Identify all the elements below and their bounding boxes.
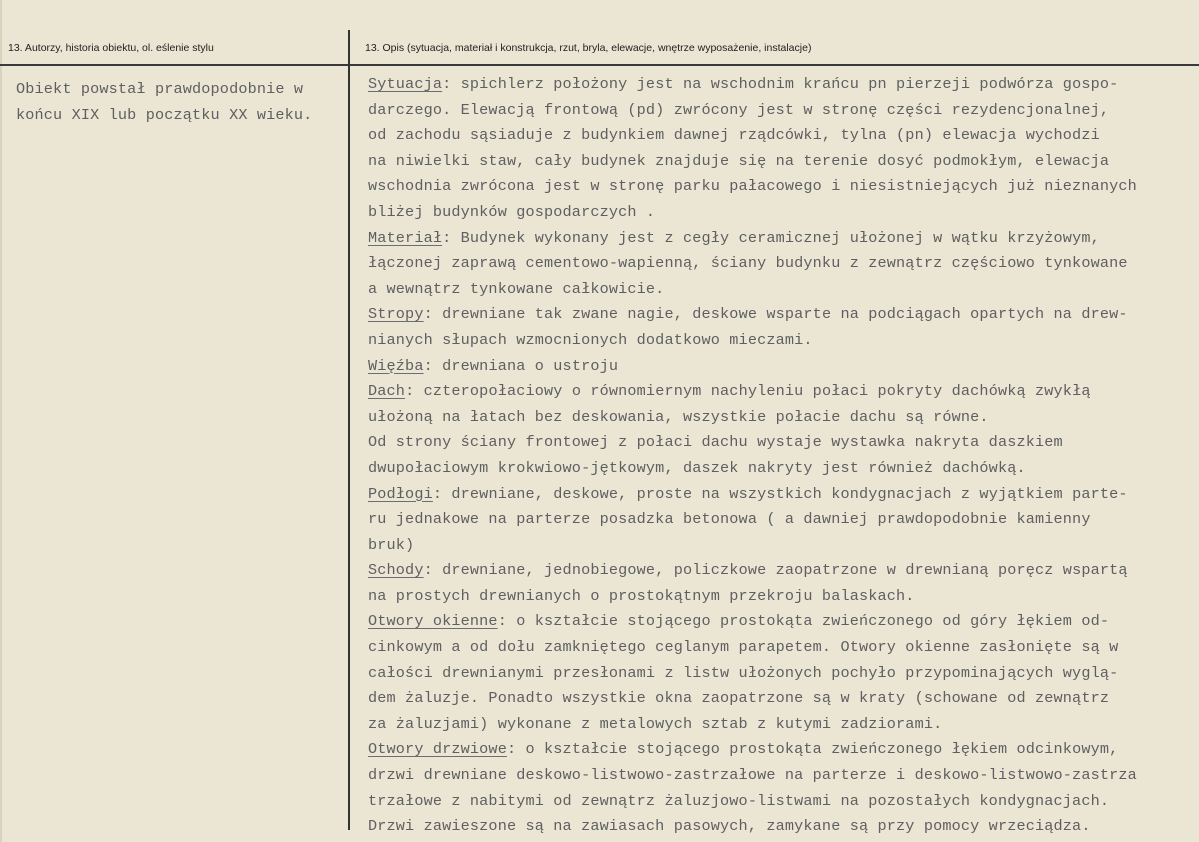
authors-line: końcu XIX lub początku XX wieku. bbox=[16, 106, 313, 124]
description-line bbox=[368, 482, 1198, 508]
authors-history-text bbox=[16, 76, 342, 128]
description-line-text: na prostych drewnianych o prostokątnym przekroju balaskach. bbox=[368, 586, 915, 605]
description-line bbox=[368, 507, 1198, 533]
description-line bbox=[368, 149, 1198, 175]
description-line bbox=[368, 635, 1198, 661]
description-line-text: od zachodu sąsiaduje z budynkiem dawnej rządcówki, tylna (pn) elewacja wychodzi bbox=[368, 126, 1100, 145]
description-line bbox=[368, 98, 1198, 124]
description-line-text: dem żaluzje. Ponadto wszystkie okna zaopatrzone są w kraty (schowane od zewnątrz bbox=[368, 689, 1110, 708]
description-line-text: a wewnątrz tynkowane całkowicie. bbox=[368, 279, 665, 298]
description-line-text: dwupołaciowym krokwiowo-jętkowym, daszek nakryty jest również dachówką. bbox=[368, 458, 1026, 477]
section-header-description: 13. Opis (sytuacja, materiał i konstrukcja, rzut, bryla, elewacje, wnętrze wyposażenie, instalacje) bbox=[365, 42, 812, 54]
description-line-text: : drewniana o ustroju bbox=[423, 356, 619, 375]
description-section-label: Sytuacja bbox=[368, 75, 443, 93]
description-line-text: : o kształcie stojącego prostokąta zwieńczonego od góry łękiem od- bbox=[497, 612, 1110, 631]
description-line bbox=[368, 789, 1198, 815]
description-line-text: nianych słupach wzmocnionych dodatkowo mieczami. bbox=[368, 330, 813, 349]
description-line-text: bliżej budynków gospodarczych . bbox=[368, 202, 656, 221]
description-line bbox=[368, 609, 1198, 635]
description-line bbox=[368, 584, 1198, 610]
description-line bbox=[368, 174, 1198, 200]
description-line-text: bruk) bbox=[368, 535, 415, 554]
description-section-label: Schody bbox=[368, 561, 424, 580]
description-section-label: Dach bbox=[368, 382, 406, 401]
description-line-text: : drewniane, jednobiegowe, policzkowe zaopatrzone w drewnianą poręcz wspartą bbox=[423, 561, 1128, 580]
description-line bbox=[368, 686, 1198, 712]
description-line-text: za żaluzjami) wykonane z metalowych sztab z kutymi zadziorami. bbox=[368, 714, 943, 733]
description-line-text: drzwi drewniane deskowo-listwowo-zastrzałowe na parterze i deskowo-listwowo-zastrza bbox=[368, 766, 1137, 785]
description-line bbox=[368, 456, 1198, 482]
description-line bbox=[368, 405, 1198, 431]
description-line bbox=[368, 814, 1198, 840]
description-line bbox=[368, 251, 1198, 277]
description-line-text: : drewniane tak zwane nagie, deskowe wsparte na podciągach opartych na drew- bbox=[423, 305, 1128, 324]
description-line bbox=[368, 533, 1198, 559]
description-line-text: całości drewnianymi przesłonami z listw ułożonych pochyło przypominających wyglą- bbox=[368, 663, 1119, 682]
description-line-text: : drewniane, deskowe, proste na wszystkich kondygnacjach z wyjątkiem parte- bbox=[432, 484, 1128, 503]
description-line bbox=[368, 558, 1198, 584]
description-line bbox=[368, 712, 1198, 738]
description-line-text: Od strony ściany frontowej z połaci dachu wystaje wystawka nakryta daszkiem bbox=[368, 433, 1063, 452]
description-line bbox=[368, 379, 1198, 405]
description-line-text: : Budynek wykonany jest z cegły ceramicznej ułożonej w wątku krzyżowym, bbox=[442, 228, 1100, 247]
description-line-text: ru jednakowe na parterze posadzka betonowa ( a dawniej prawdopodobnie kamienny bbox=[368, 510, 1091, 529]
header-divider bbox=[0, 64, 1199, 66]
description-line-text: ułożoną na łatach bez deskowania, wszystkie połacie dachu są równe. bbox=[368, 407, 989, 426]
description-line bbox=[368, 737, 1198, 763]
description-line-text: cinkowym a od dołu zamkniętego ceglanym parapetem. Otwory okienne zasłonięte są w bbox=[368, 638, 1119, 657]
description-line bbox=[368, 277, 1198, 303]
description-line-text: : spichlerz położony jest na wschodnim krańcu pn pierzeji podwórza gospo- bbox=[442, 75, 1119, 93]
description-line-text: łączonej zaprawą cementowo-wapienną, ściany budynku z zewnątrz częściowo tynkowane bbox=[368, 254, 1128, 273]
description-line bbox=[368, 200, 1198, 226]
description-line bbox=[368, 661, 1198, 687]
description-section-label: Otwory drzwiowe bbox=[368, 740, 507, 759]
column-divider bbox=[348, 30, 350, 830]
description-line-text: : o kształcie stojącego prostokąta zwieńczonego łękiem odcinkowym, bbox=[506, 740, 1119, 759]
description-line-text: darczego. Elewacją frontową (pd) zwrócony jest w stronę części rezydencjonalnej, bbox=[368, 100, 1110, 119]
description-line bbox=[368, 354, 1198, 380]
description-section-label: Stropy bbox=[368, 305, 424, 324]
section-header-authors: 13. Autorzy, historia obiektu, ol. eślenie stylu bbox=[8, 42, 214, 54]
description-section-label: Materiał bbox=[368, 228, 443, 247]
description-line-text: wschodnia zwrócona jest w stronę parku pałacowego i niesistniejących już nieznanych bbox=[368, 177, 1137, 196]
description-line bbox=[368, 123, 1198, 149]
authors-line: Obiekt powstał prawdopodobnie w bbox=[16, 80, 304, 98]
card-edge bbox=[0, 0, 2, 842]
description-line bbox=[368, 430, 1198, 456]
description-line bbox=[368, 226, 1198, 252]
description-section-label: Otwory okienne bbox=[368, 612, 498, 631]
description-line-text: Drzwi zawieszone są na zawiasach pasowych, zamykane są przy pomocy wrzeciądza. bbox=[368, 817, 1091, 836]
description-line-text: : czteropołaciowy o równomiernym nachyleniu połaci pokryty dachówką zwykłą bbox=[405, 382, 1091, 401]
description-section-label: Więźba bbox=[368, 356, 424, 375]
description-line-text: na niwielki staw, cały budynek znajduje się na terenie dosyć podmokłym, elewacja bbox=[368, 151, 1110, 170]
description-line bbox=[368, 328, 1198, 354]
description-line bbox=[368, 302, 1198, 328]
description-text bbox=[368, 72, 1198, 840]
description-section-label: Podłogi bbox=[368, 484, 433, 503]
description-line bbox=[368, 763, 1198, 789]
description-line-text: trzałowe z nabitymi od zewnątrz żaluzjowo-listwami na pozostałych kondygnacjach. bbox=[368, 791, 1110, 810]
description-line bbox=[368, 72, 1198, 98]
